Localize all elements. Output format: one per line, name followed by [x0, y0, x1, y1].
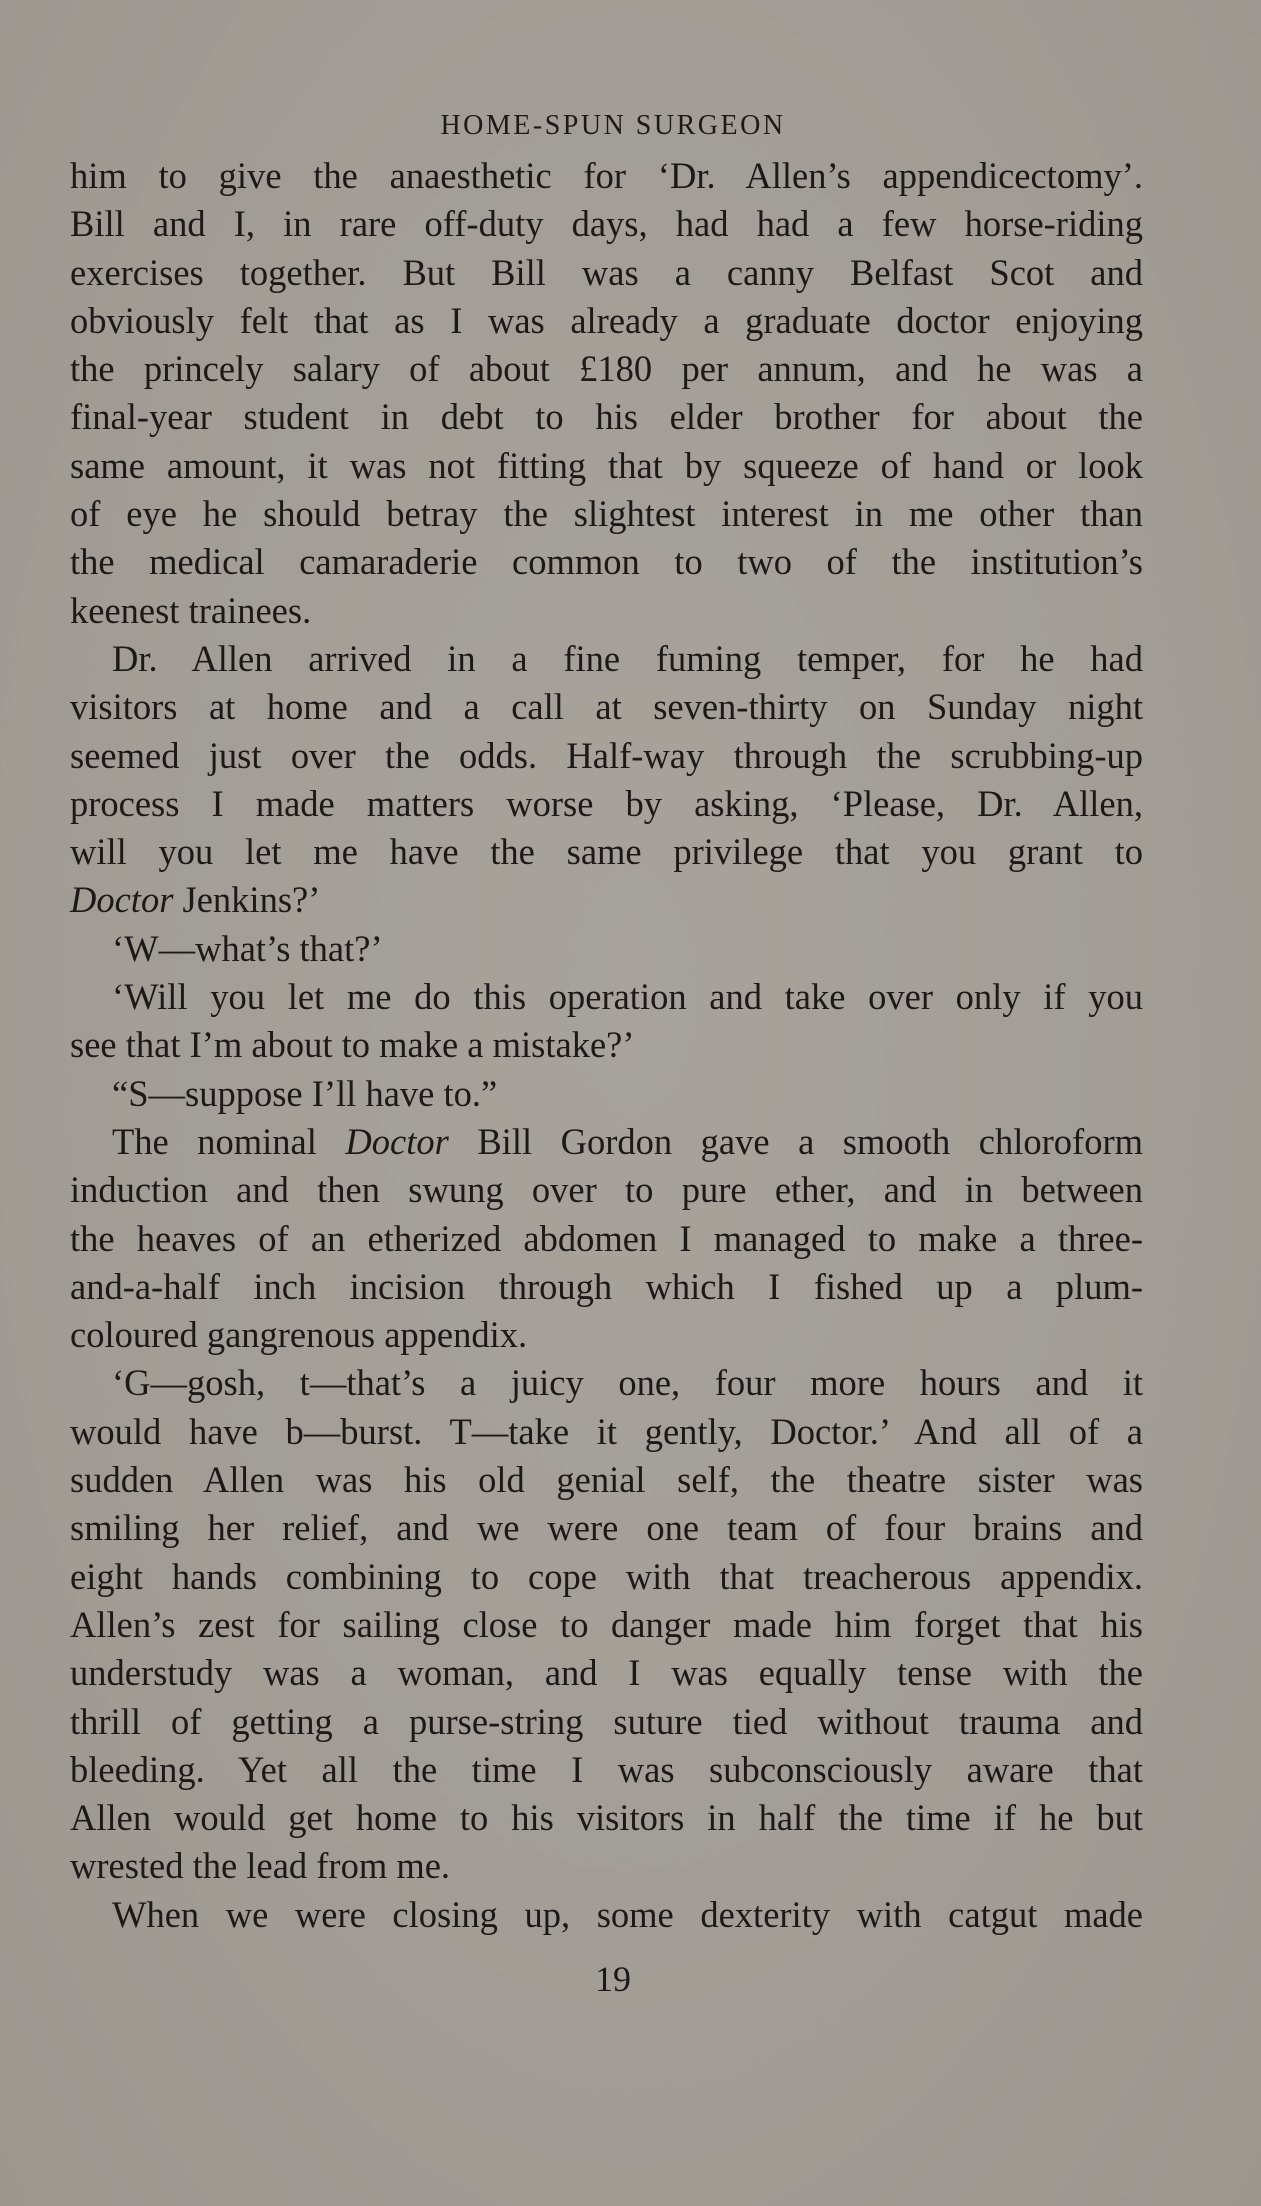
- line-text: Jenkins?’: [173, 879, 321, 921]
- line-text: ‘G—gosh, t—that’s a juicy one, four more hours and it: [112, 1362, 1143, 1404]
- line-text: same amount, it was not fitting that by squeeze of hand or look: [70, 444, 1143, 486]
- text-line: [70, 828, 1143, 876]
- text-line: [70, 876, 1143, 924]
- text-line: [70, 1553, 1143, 1601]
- line-text: exercises together. But Bill was a canny Belfast Scot and: [70, 251, 1143, 293]
- text-line: [70, 538, 1143, 586]
- text-line: [70, 1891, 1143, 1939]
- line-text: understudy was a woman, and I was equally tense with the: [70, 1652, 1143, 1694]
- line-text: will you let me have the same privilege that you grant to: [70, 831, 1143, 873]
- line-text: eight hands combining to cope with that treacherous appendix.: [70, 1555, 1143, 1597]
- text-line: [70, 1698, 1143, 1746]
- body-text: [70, 152, 1143, 1939]
- text-line: [70, 345, 1143, 393]
- line-text: seemed just over the odds. Half-way through the scrubbing-up: [70, 734, 1143, 776]
- text-line: [70, 200, 1143, 248]
- line-text: ‘W—what’s that?’: [112, 927, 383, 969]
- line-text: bleeding. Yet all the time I was subconsciously aware that: [70, 1748, 1143, 1790]
- line-text: Bill and I, in rare off-duty days, had had a few horse-riding: [70, 203, 1143, 245]
- line-text: sudden Allen was his old genial self, the theatre sister was: [70, 1459, 1143, 1501]
- line-text: Bill Gordon gave a smooth chloroform: [448, 1120, 1143, 1162]
- line-text: keenest trainees.: [70, 589, 312, 631]
- line-text: ‘Will you let me do this operation and take over only if you: [112, 976, 1143, 1018]
- text-line: [70, 1359, 1143, 1407]
- line-text: smiling her relief, and we were one team of four brains and: [70, 1507, 1143, 1549]
- line-text: induction and then swung over to pure ether, and in between: [70, 1169, 1143, 1211]
- text-line: [70, 249, 1143, 297]
- text-line: [70, 1215, 1143, 1263]
- line-text: Dr. Allen arrived in a fine fuming temper, for he had: [112, 637, 1143, 679]
- line-text: When we were closing up, some dexterity with catgut made: [112, 1893, 1143, 1935]
- text-line: [70, 635, 1143, 683]
- line-text: Allen would get home to his visitors in half the time if he but: [70, 1797, 1143, 1839]
- line-text: process I made matters worse by asking, ‘Please, Dr. Allen,: [70, 782, 1143, 824]
- line-text: visitors at home and a call at seven-thirty on Sunday night: [70, 686, 1143, 728]
- line-text: the medical camaraderie common to two of the institution’s: [70, 541, 1143, 583]
- page-number: 19: [595, 1959, 631, 1999]
- line-text: and-a-half inch incision through which I fished up a plum-: [70, 1265, 1143, 1307]
- line-text: of eye he should betray the slightest interest in me other than: [70, 493, 1143, 535]
- text-line: [70, 1601, 1143, 1649]
- text-line: [70, 587, 1143, 635]
- text-line: [70, 297, 1143, 345]
- line-text: thrill of getting a purse-string suture tied without trauma and: [70, 1700, 1143, 1742]
- line-text: wrested the lead from me.: [70, 1845, 451, 1887]
- line-text: the heaves of an etherized abdomen I managed to make a three-: [70, 1217, 1143, 1259]
- line-text: see that I’m about to make a mistake?’: [70, 1024, 635, 1066]
- line-text: The nominal: [112, 1120, 346, 1162]
- text-line: [70, 973, 1143, 1021]
- text-line: [70, 490, 1143, 538]
- line-text: the princely salary of about £180 per annum, and he was a: [70, 348, 1143, 390]
- running-head: HOME-SPUN SURGEON: [440, 110, 786, 141]
- text-line: [70, 1842, 1143, 1890]
- text-line: [70, 1263, 1143, 1311]
- text-line: [70, 442, 1143, 490]
- text-line: [70, 1408, 1143, 1456]
- text-line: [70, 1504, 1143, 1552]
- text-line: [70, 152, 1143, 200]
- text-line: [70, 1456, 1143, 1504]
- text-line: [70, 393, 1143, 441]
- text-line: [70, 1311, 1143, 1359]
- text-line: [70, 1746, 1143, 1794]
- text-line: [70, 1166, 1143, 1214]
- text-line: [70, 1070, 1143, 1118]
- text-line: [70, 732, 1143, 780]
- line-text: Allen’s zest for sailing close to danger made him forget that his: [70, 1603, 1143, 1645]
- text-line: [70, 1649, 1143, 1697]
- text-line: [70, 780, 1143, 828]
- line-text: would have b—burst. T—take it gently, Doctor.’ And all of a: [70, 1410, 1143, 1452]
- line-text: him to give the anaesthetic for ‘Dr. Allen’s appendicectomy’.: [70, 155, 1143, 196]
- text-line: [70, 1021, 1143, 1069]
- line-text: “S—suppose I’ll have to.”: [112, 1072, 498, 1114]
- line-text: obviously felt that as I was already a graduate doctor enjoying: [70, 299, 1143, 341]
- line-text: final-year student in debt to his elder brother for about the: [70, 396, 1143, 438]
- text-line: [70, 1794, 1143, 1842]
- text-line: [70, 683, 1143, 731]
- text-line: [70, 925, 1143, 973]
- italic-word: Doctor: [345, 1120, 449, 1162]
- italic-word: Doctor: [70, 879, 174, 921]
- text-line: [70, 1118, 1143, 1166]
- line-text: coloured gangrenous appendix.: [70, 1314, 528, 1356]
